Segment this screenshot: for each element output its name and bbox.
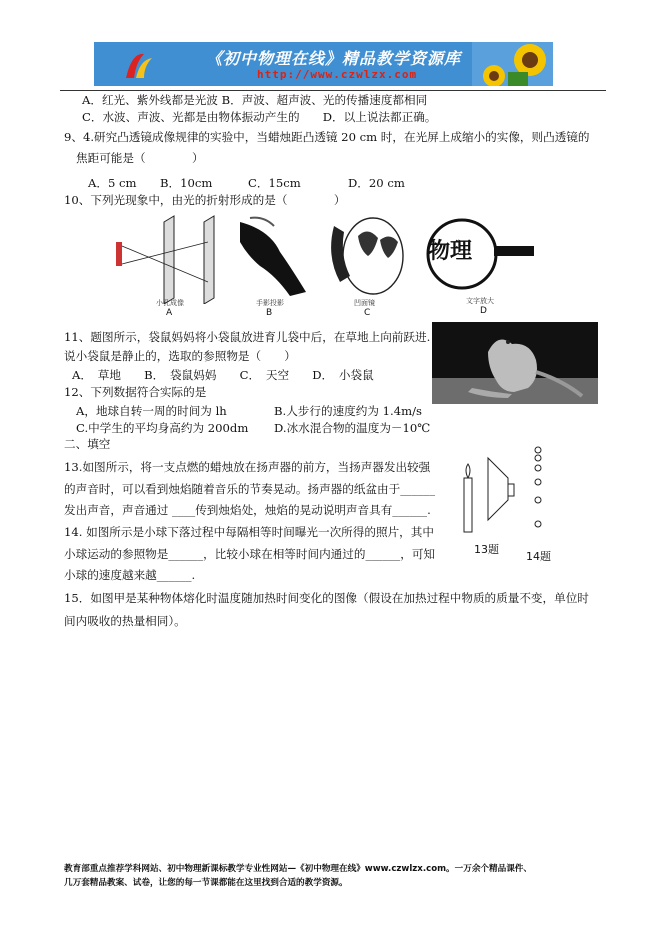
q9-stem-cont: 焦距可能是（ ） — [76, 151, 204, 165]
q9-option-c: C．15cm — [248, 176, 301, 190]
q12-option-d: D.冰水混合物的温度为－10℃ — [274, 421, 431, 435]
q13-stem-2: 的声音时，可以看到烛焰随着音乐的节奏晃动。扬声器的纸盆由于______ — [64, 482, 436, 496]
footer-line-2: 几万套精品教案、试卷，让您的每一节课都能在这里找到合适的教学资源。 — [64, 878, 348, 888]
q10-letter-a: A — [166, 308, 173, 318]
q8-option-ab: A．红光、紫外线都是光波 B．声波、超声波、光的传播速度都相同 — [82, 93, 428, 107]
q10-letter-b: B — [266, 308, 273, 318]
q12-stem: 12、下列数据符合实际的是 — [64, 385, 207, 399]
q15-stem: 15．如图甲是某种物体熔化时温度随加热时间变化的图像（假设在加热过程中物质的质量不变，单位时 — [64, 591, 589, 605]
q11-options: A． 草地 B． 袋鼠妈妈 C． 天空 D． 小袋鼠 — [72, 368, 374, 382]
q9-stem: 9、4.研究凸透镜成像规律的实验中，当蜡烛距凸透镜 20 cm 时，在光屏上成缩小的实像，则凸透镜的 — [64, 130, 590, 144]
q14-stem-2: 小球运动的参照物是______，比较小球在相等时间内通过的______，可知 — [64, 547, 436, 561]
q10-caption-b: 手影投影 — [256, 299, 284, 307]
q10-figures — [108, 212, 528, 322]
q13-stem: 13.如图所示，将一支点燃的蜡烛放在扬声器的前方，当扬声器发出较强 — [64, 460, 431, 474]
q10-letter-d: D — [480, 306, 487, 316]
q10-stem: 10、下列光现象中，由光的折射形成的是（ ） — [64, 193, 346, 207]
q14-stem-3: 小球的速度越来越______. — [64, 568, 196, 582]
site-logo-icon — [122, 48, 156, 82]
q10-letter-c: C — [364, 308, 371, 318]
hand-shadow-figure — [230, 212, 320, 298]
q11-stem: 11、题图所示，袋鼠妈妈将小袋鼠放进育儿袋中后，在草地上向前跃进. — [64, 330, 431, 344]
candle-speaker-figure — [458, 438, 558, 548]
header-rule — [60, 90, 606, 91]
section-fill-heading: 二、填空 — [64, 437, 111, 451]
q11-stem-cont: 说小袋鼠是静止的，选取的参照物是（ ） — [64, 349, 296, 363]
q9-option-a: A．5 cm — [88, 176, 137, 190]
q13-stem-3: 发出声音，声音通过 ____传到烛焰处，烛焰的晃动说明声音具有______. — [64, 503, 431, 517]
header-banner — [94, 42, 553, 86]
q12-option-a: A，地球自转一周的时间为 lh — [76, 404, 227, 418]
q8-option-cd: C．水波、声波、光都是由物体振动产生的 D．以上说法都正确。 — [82, 110, 437, 124]
kangaroo-photo — [432, 322, 598, 404]
q9-option-b: B．10cm — [160, 176, 213, 190]
q10-caption-d: 文字放大 — [466, 297, 494, 305]
footer-line-1: 教育部重点推荐学科网站、初中物理新课标教学专业性网站—《初中物理在线》www.czwlzx.com。一万余个精品课件、 — [64, 864, 532, 874]
banner-url[interactable]: http://www.czwlzx.com — [257, 68, 418, 81]
q10-caption-a: 小孔成像 — [156, 299, 184, 307]
magnifier-text: 物理 — [428, 238, 473, 264]
q12-option-b: B.人步行的速度约为 1.4m/s — [274, 404, 422, 418]
q10-caption-c: 凹面镜 — [354, 299, 375, 307]
pinhole-figure — [108, 212, 218, 304]
fig13-label: 13题 — [474, 543, 499, 556]
q14-stem: 14. 如图所示是小球下落过程中每隔相等时间曝光一次所得的照片，其中 — [64, 525, 434, 539]
curved-mirror-figure — [328, 216, 418, 298]
q12-option-c: C.中学生的平均身高约为 200dm — [76, 421, 249, 435]
q15-stem-2: 间内吸收的热量相同）。 — [64, 614, 186, 628]
banner-title: 《初中物理在线》精品教学资源库 — [206, 49, 462, 68]
sunflower-icon — [472, 42, 553, 86]
q9-option-d: D．20 cm — [348, 176, 405, 190]
fig14-label: 14题 — [526, 550, 551, 563]
